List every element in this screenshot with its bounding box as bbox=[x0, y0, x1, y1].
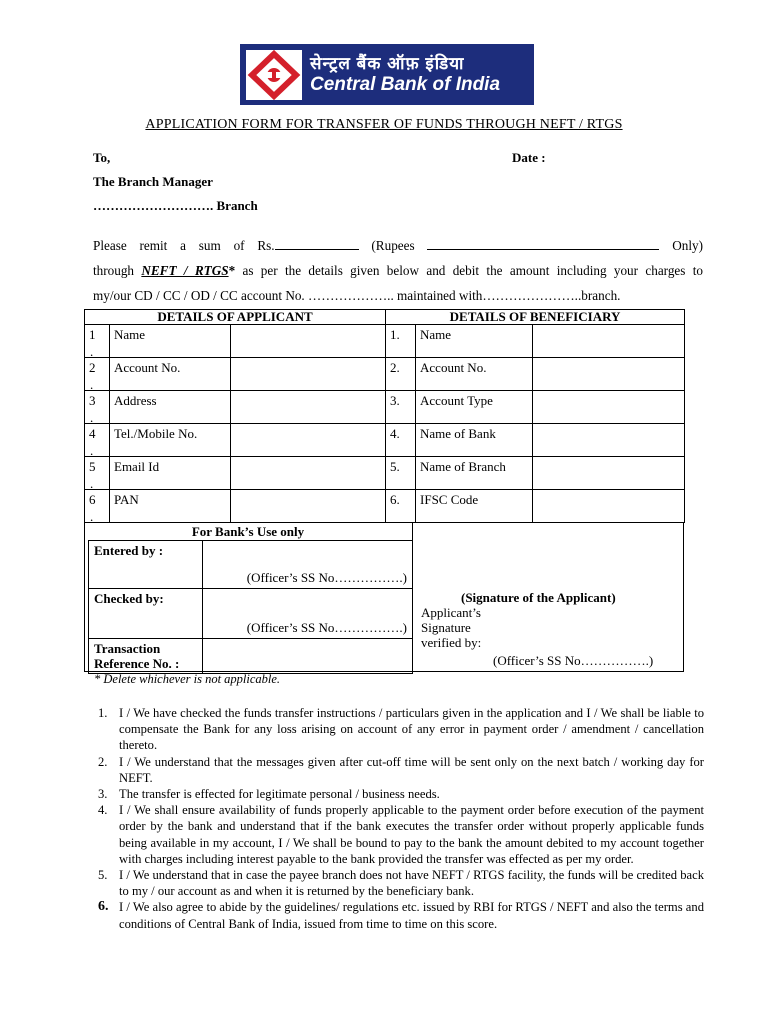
beneficiary-name-field[interactable] bbox=[533, 325, 685, 358]
applicant-name-field[interactable] bbox=[231, 325, 386, 358]
form-title: APPLICATION FORM FOR TRANSFER OF FUNDS THROUGH NEFT / RTGS bbox=[145, 117, 623, 132]
list-item: 6. I / We also agree to abide by the guidelines/ regulations etc. issued by RBI for RTGS / NEFT and also the terms and conditions of Central Bank of India, issued from time to time on this score. bbox=[98, 899, 704, 931]
date-field[interactable]: Date : bbox=[512, 150, 546, 165]
branch-name-field[interactable]: ………………………. Branch bbox=[93, 198, 258, 213]
applicant-name-label: Name bbox=[110, 325, 231, 358]
bank-use-title: For Bank’s Use only bbox=[191, 524, 305, 539]
applicant-address-label: Address bbox=[110, 391, 231, 424]
footnote: * Delete whichever is not applicable. bbox=[94, 672, 281, 686]
transaction-reference-field[interactable] bbox=[203, 639, 413, 674]
amount-field[interactable] bbox=[275, 239, 359, 250]
applicant-phone-label: Tel./Mobile No. bbox=[110, 424, 231, 457]
table-row: 2 . Account No. 2. Account No. bbox=[85, 358, 685, 391]
applicant-heading: DETAILS OF APPLICANT bbox=[85, 310, 386, 325]
branch-manager-label: The Branch Manager bbox=[93, 174, 213, 189]
entered-by-field[interactable]: (Officer’s SS No…………….) bbox=[203, 541, 413, 589]
applicant-pan-label: PAN bbox=[110, 490, 231, 523]
transaction-reference-label: Transaction Reference No. : bbox=[89, 639, 203, 674]
table-row: 6 . PAN 6. IFSC Code bbox=[85, 490, 685, 523]
checked-by-label: Checked by: bbox=[89, 589, 203, 639]
table-row: 5 . Email Id 5. Name of Branch bbox=[85, 457, 685, 490]
list-item: 1. I / We have checked the funds transfer instructions / particulars given in the application and I / We shall be liable to compensate the Bank for any loss arising on account of any error in payment order / amendment / cancellation thereto. bbox=[98, 706, 704, 753]
remit-line-2: through NEFT / RTGS* as per the details given below and debit the amount including your charges to bbox=[93, 263, 703, 278]
list-item: 4. I / We shall ensure availability of funds properly applicable to the payment order before execution of the payment order by the bank and understand that if the bank executes the transfer order without properly applicable funds being available in my account, I / We shall be bound to pay to the bank the amount debited to my account together with charges including interest payable to the bank provided the transfer was effected as per my order. bbox=[98, 803, 704, 866]
to-label: To, bbox=[93, 150, 111, 165]
remit-line-3: my/our CD / CC / OD / CC account No. ……………….. maintained with…………………..branch. bbox=[93, 288, 621, 303]
bank-use-table bbox=[88, 540, 413, 674]
terms-list bbox=[93, 705, 704, 932]
bank-logo bbox=[240, 44, 534, 105]
remit-line-1: Please remit a sum of Rs. (Rupees Only) bbox=[93, 238, 704, 253]
list-item: 5. I / We understand that in case the payee branch does not have NEFT / RTGS facility, the funds will be credited back to my / our account as and when it is returned by the beneficiary bank. bbox=[98, 868, 704, 899]
beneficiary-account-label: Account No. bbox=[416, 358, 533, 391]
beneficiary-ifsc-label: IFSC Code bbox=[416, 490, 533, 523]
table-row: 3 . Address 3. Account Type bbox=[85, 391, 685, 424]
beneficiary-account-field[interactable] bbox=[533, 358, 685, 391]
beneficiary-ifsc-field[interactable] bbox=[533, 490, 685, 523]
neft-rtgs-option[interactable]: NEFT / RTGS bbox=[141, 263, 229, 278]
applicant-email-field[interactable] bbox=[231, 457, 386, 490]
signature-officer-field[interactable]: (Officer’s SS No…………….) bbox=[493, 653, 654, 668]
table-row: 4 . Tel./Mobile No. 4. Name of Bank bbox=[85, 424, 685, 457]
beneficiary-branch-label: Name of Branch bbox=[416, 457, 533, 490]
amount-in-words-field[interactable] bbox=[427, 239, 659, 250]
entered-by-label: Entered by : bbox=[89, 541, 203, 589]
applicant-account-label: Account No. bbox=[110, 358, 231, 391]
applicant-phone-field[interactable] bbox=[231, 424, 386, 457]
list-item: 3. The transfer is effected for legitimate personal / business needs. bbox=[98, 787, 440, 802]
beneficiary-account-type-label: Account Type bbox=[416, 391, 533, 424]
beneficiary-name-label: Name bbox=[416, 325, 533, 358]
bank-emblem-icon bbox=[246, 50, 302, 100]
applicant-account-field[interactable] bbox=[231, 358, 386, 391]
applicant-address-field[interactable] bbox=[231, 391, 386, 424]
beneficiary-account-type-field[interactable] bbox=[533, 391, 685, 424]
beneficiary-bank-field[interactable] bbox=[533, 424, 685, 457]
list-item: 2. I / We understand that the messages given after cut-off time will be sent only on the next batch / working day for NEFT. bbox=[98, 754, 704, 785]
signature-title: (Signature of the Applicant) bbox=[461, 590, 616, 605]
applicant-email-label: Email Id bbox=[110, 457, 231, 490]
beneficiary-bank-label: Name of Bank bbox=[416, 424, 533, 457]
signature-verification: Applicant’s Signature verified by: bbox=[421, 605, 482, 650]
table-row: 1 . Name 1. Name bbox=[85, 325, 685, 358]
applicant-pan-field[interactable] bbox=[231, 490, 386, 523]
bank-name-hindi: सेन्ट्रल बैंक ऑफ़ इंडिया bbox=[310, 53, 465, 73]
details-table bbox=[84, 309, 685, 523]
beneficiary-heading: DETAILS OF BENEFICIARY bbox=[386, 310, 685, 325]
beneficiary-branch-field[interactable] bbox=[533, 457, 685, 490]
bank-name-english: Central Bank of India bbox=[310, 73, 501, 95]
checked-by-field[interactable]: (Officer’s SS No…………….) bbox=[203, 589, 413, 639]
